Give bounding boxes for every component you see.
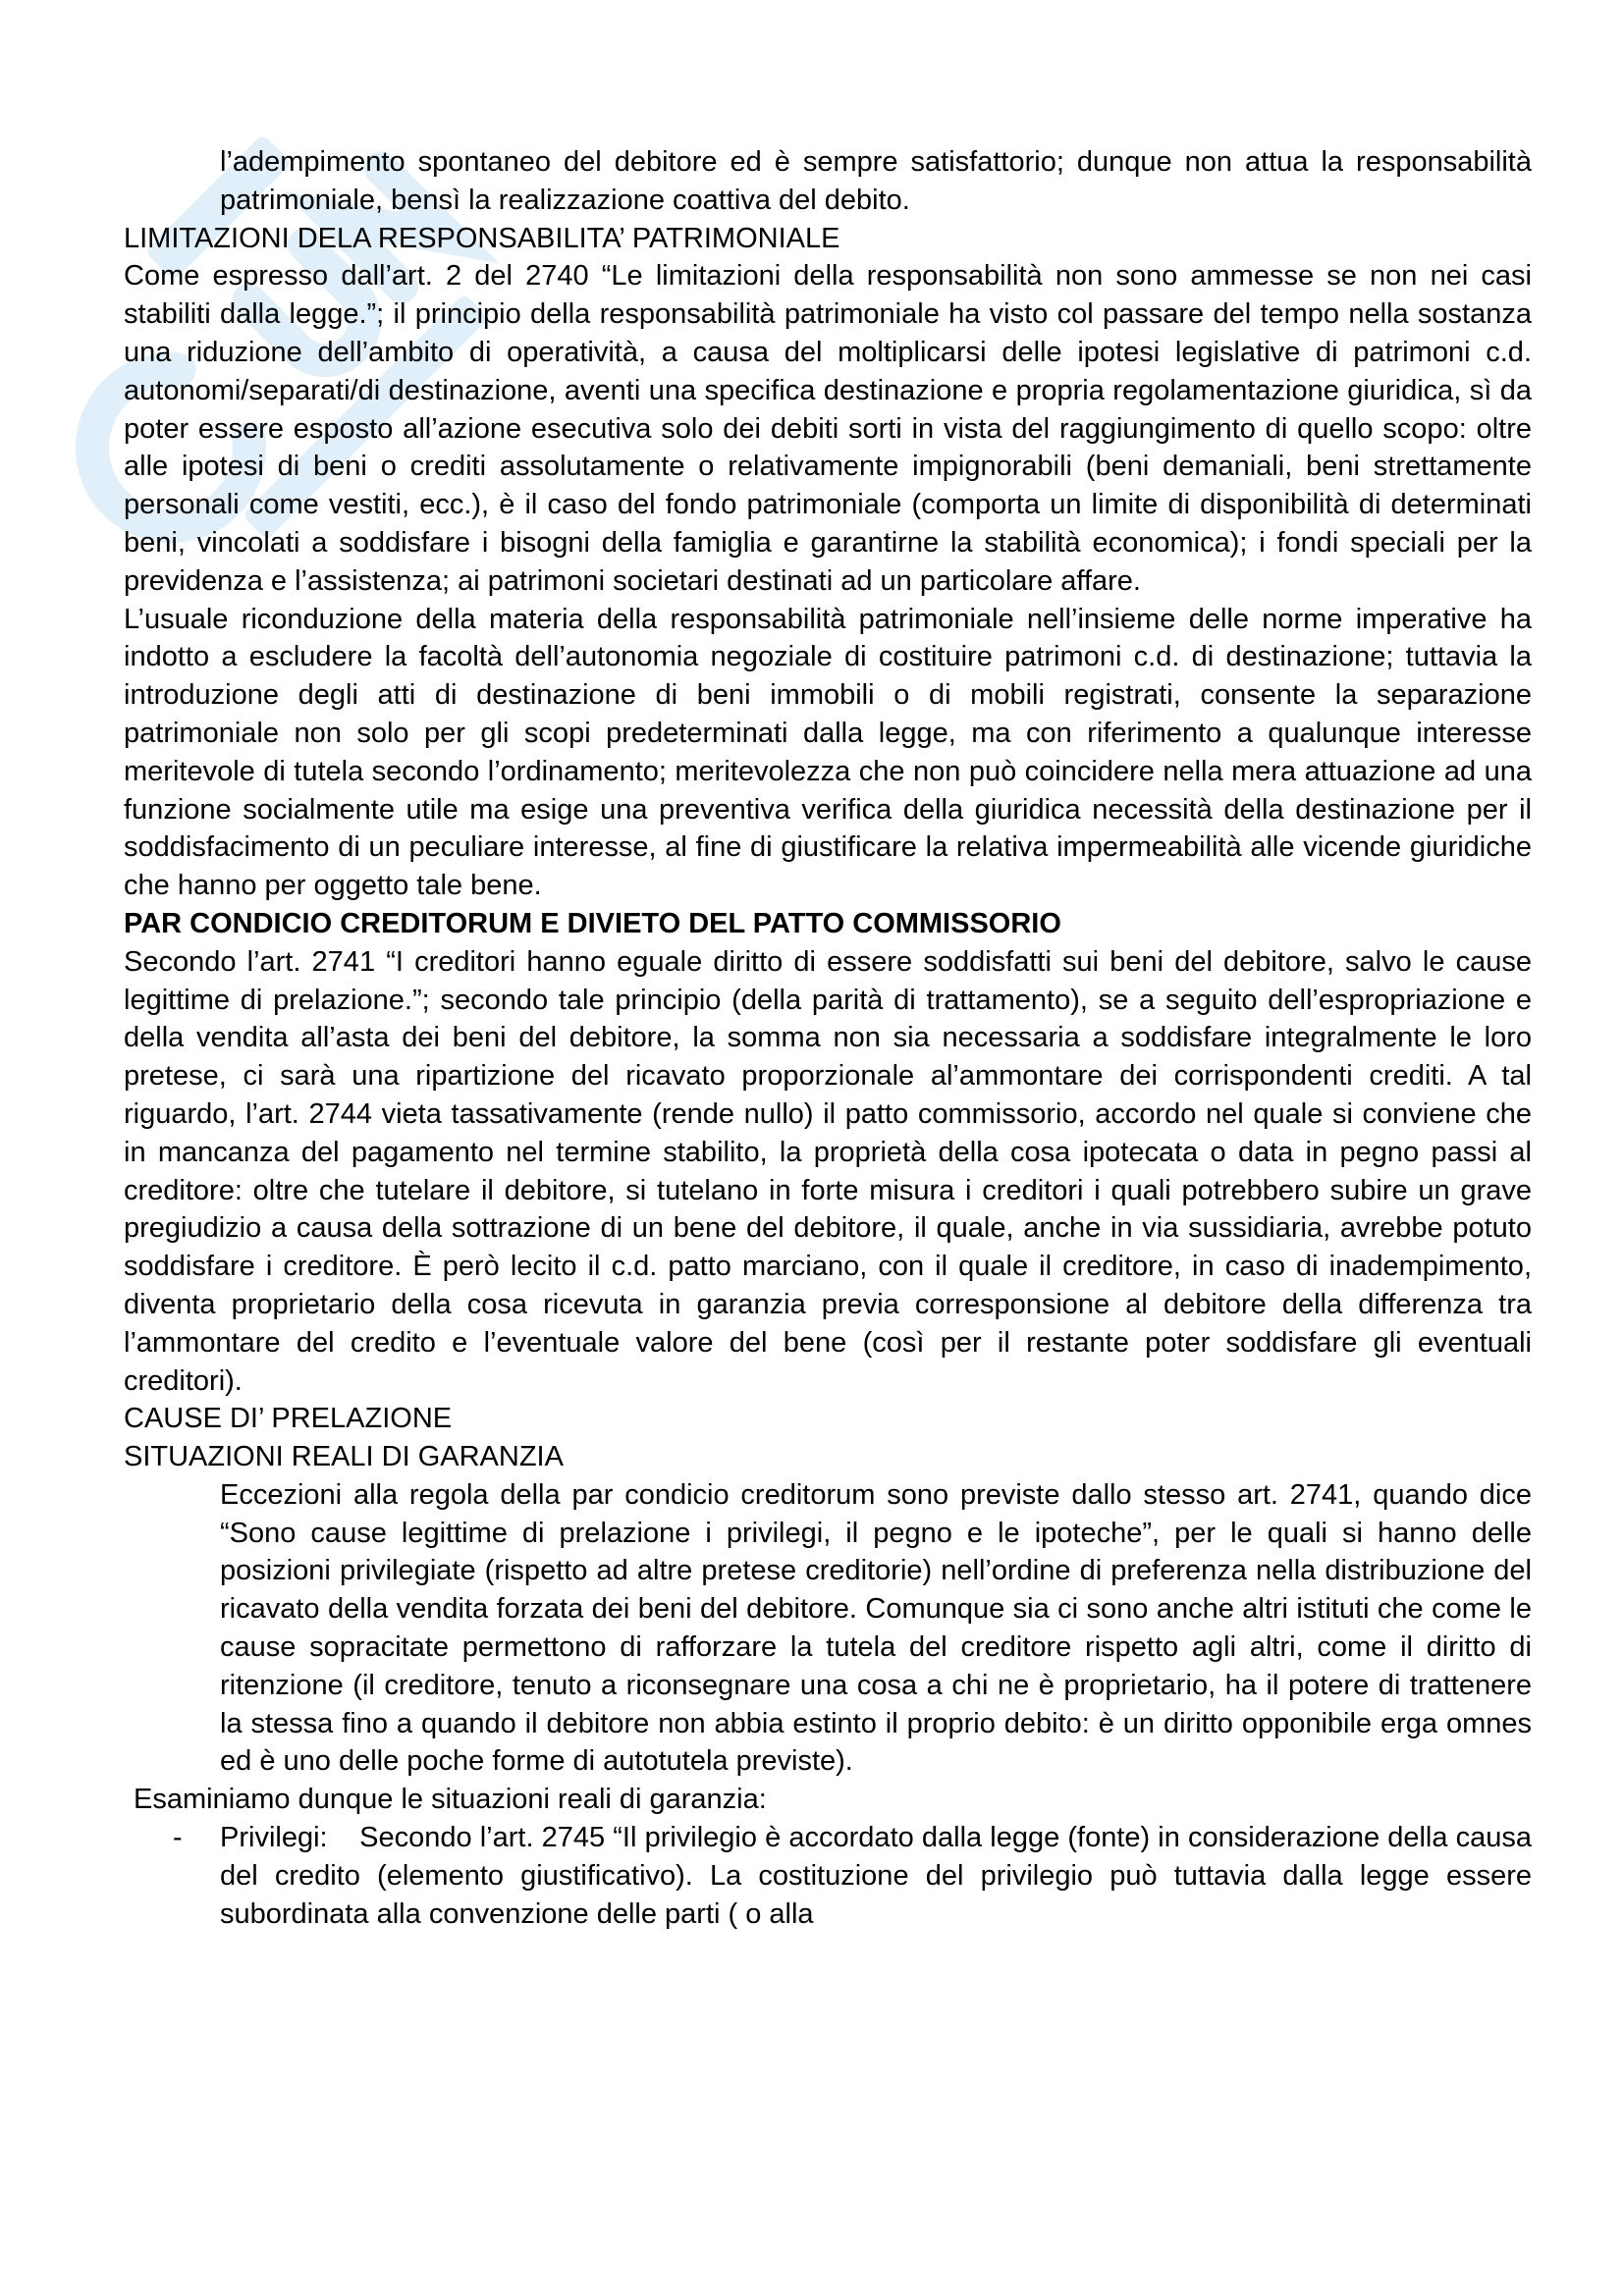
paragraph-eccezioni: Eccezioni alla regola della par condicio creditorum sono previste dallo stesso art. 2741, quando dice “Sono cause legittime di prelazione i privilegi, il pegno e le ipoteche”, per le quali si hanno delle posizioni privilegiate (rispetto ad altre pretese creditorie) nell’ordine di preferenza nella distribuzione del ricavato della vendita forzata dei beni del debitore. Comunque sia ci sono anche altri istituti che come le cause sopracitate permettono di rafforzare la tutela del creditore rispetto agli altri, come il diritto di ritenzione (il creditore, tenuto a riconsegnare una cosa a chi ne è proprietario, ha il potere di trattenere la stessa fino a quando il debitore non abbia estinto il proprio debito: è un diritto opponibile erga omnes ed è uno delle poche forme di autotutela previste). [220,1478,1532,1778]
list-item-text: Privilegi: Secondo l’art. 2745 “Il privilegio è accordato dalla legge (fonte) in considerazione della causa del credito (elemento giustificativo). La costituzione del privilegio può tuttavia dalla legge essere subordinata alla convenzione delle parti ( o alla [220,1822,1541,1930]
heading-limitazioni: LIMITAZIONI DELA RESPONSABILITA’ PATRIMONIALE [124,222,840,254]
document-page [124,143,1541,1933]
list-item-privilegi [124,1819,1541,1933]
paragraph-limitazioni: Come espresso dall’art. 2 del 2740 “Le limitazioni della responsabilità non sono ammesse se non nei casi stabiliti dalla legge.”; il principio della responsabilità patrimoniale ha visto col passare del tempo nella sostanza una riduzione dell’ambito di operatività, a causa del moltiplicarsi delle ipotesi legislative di patrimoni c.d. autonomi/separati/di destinazione, aventi una specifica destinazione e propria regolamentazione giuridica, sì da poter essere esposto all’azione esecutiva solo dei debiti sorti in vista del raggiungimento di quello scopo: oltre alle ipotesi di beni o crediti assolutamente o relativamente impignorabili (beni demaniali, beni strettamente personali come vestiti, ecc.), è il caso del fondo patrimoniale (comporta un limite di disponibilità di determinati beni, vincolati a soddisfare i bisogni della famiglia e garantirne la stabilità economica); i fondi speciali per la previdenza e l’assistenza; ai patrimoni societari destinati ad un particolare affare. [124,260,1532,597]
paragraph-riconduzione: L’usuale riconduzione della materia della responsabilità patrimoniale nell’insieme delle norme imperative ha indotto a escludere la facoltà dell’autonomia negoziale di costituire patrimoni c.d. di destinazione; tuttavia la introduzione degli atti di destinazione di beni immobili o di mobili registrati, consente la separazione patrimoniale non solo per gli scopi predeterminati dalla legge, ma con riferimento a qualunque interesse meritevole di tutela secondo l’ordinamento; meritevolezza che non può coincidere nella mera attuazione ad una funzione socialmente utile ma esige una preventiva verifica della giuridica necessità della destinazione per il soddisfacimento di un peculiare interesse, al fine di giustificare la relativa impermeabilità alle vicende giuridiche che hanno per oggetto tale bene. [124,603,1532,902]
paragraph-par-condicio: Secondo l’art. 2741 “I creditori hanno eguale diritto di essere soddisfatti sui beni del debitore, salvo le cause legittime di prelazione.”; secondo tale principio (della parità di trattamento), se a seguito dell’espropriazione e della vendita all’asta dei beni del debitore, la somma non sia necessaria a soddisfare integralmente le loro pretese, ci sarà una ripartizione del ricavato proporzionale al’ammontare dei corrispondenti crediti. A tal riguardo, l’art. 2744 vieta tassativamente (rende nullo) il patto commissorio, accordo nel quale si conviene che in mancanza del pagamento nel termine stabilito, la proprietà della cosa ipotecata o data in pegno passi al creditore: oltre che tutelare il debitore, si tutelano in forte misura i creditori i quali potrebbero subire un grave pregiudizio a causa della sottrazione di un bene del debitore, il quale, anche in via sussidiaria, avrebbe potuto soddisfare i creditore. È però lecito il c.d. patto marciano, con il quale il creditore, in caso di inadempimento, diventa proprietario della cosa ricevuta in garanzia previa corresponsione al debitore della differenza tra l’ammontare del credito e l’eventuale valore del bene (così per il restante poter soddisfare gli eventuali creditori). [124,945,1532,1397]
heading-par-condicio: PAR CONDICIO CREDITORUM E DIVIETO DEL PATTO COMMISSORIO [124,907,1061,939]
heading-situazioni-reali: SITUAZIONI REALI DI GARANZIA [124,1441,564,1473]
paragraph-intro: l’adempimento spontaneo del debitore ed è sempre satisfattorio; dunque non attua la responsabilità patrimoniale, bensì la realizzazione coattiva del debito. [220,146,1532,216]
heading-cause-prelazione: CAUSE DI’ PRELAZIONE [124,1403,453,1435]
list-bullet: - [173,1822,183,1854]
paragraph-esaminiamo: Esaminiamo dunque le situazioni reali di garanzia: [134,1784,767,1816]
